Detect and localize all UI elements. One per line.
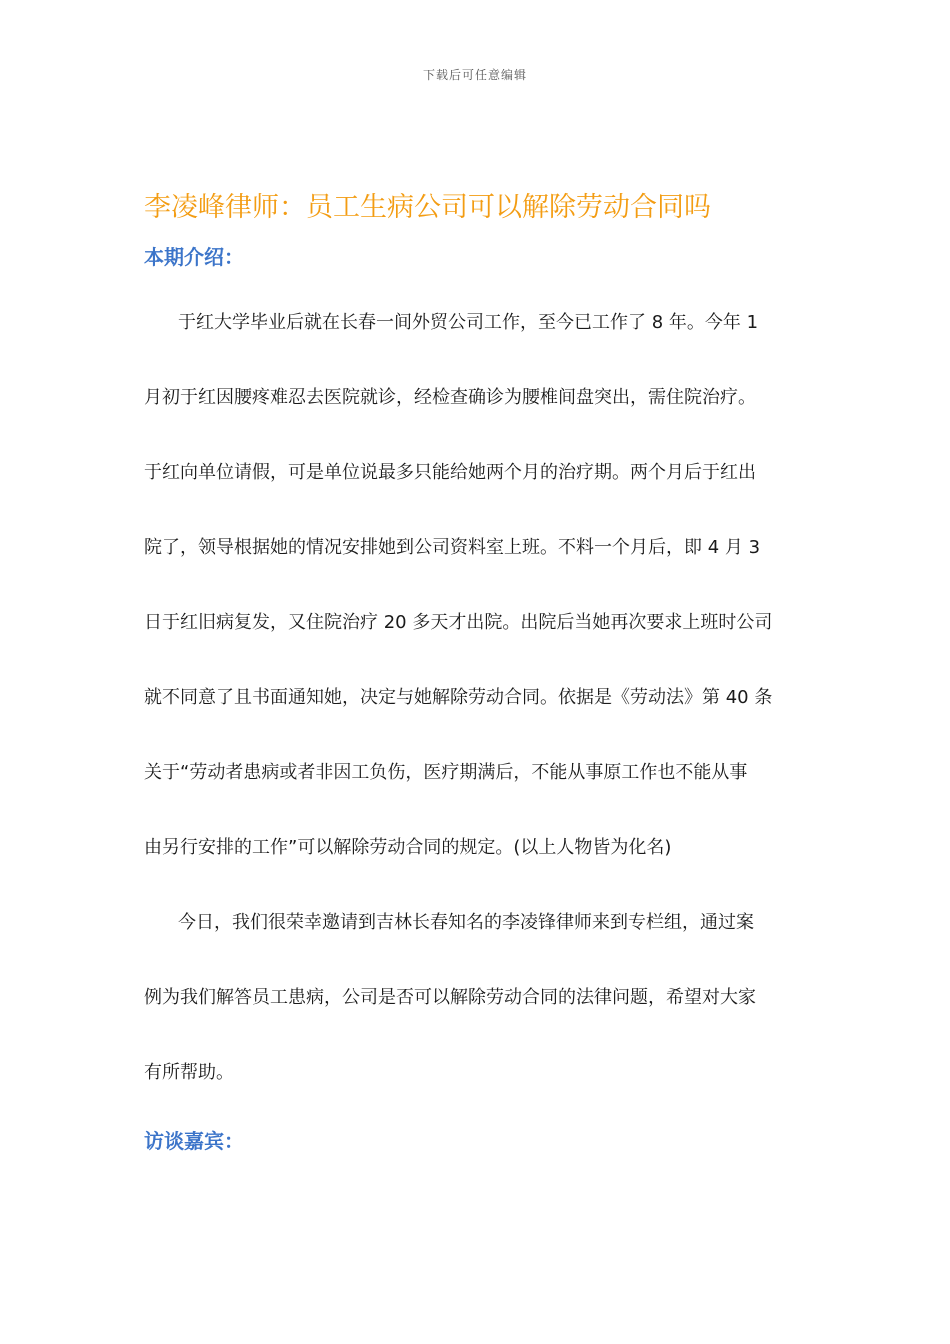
paragraph-line: 今日，我们很荣幸邀请到吉林长春知名的李凌锋律师来到专栏组，通过案 (178, 912, 754, 933)
paragraph-line: 月初于红因腰疼难忍去医院就诊，经检查确诊为腰椎间盘突出，需住院治疗。 (144, 387, 756, 408)
intro-heading: 本期介绍： (144, 245, 244, 269)
paragraph-line: 于红大学毕业后就在长春一间外贸公司工作，至今已工作了 8 年。今年 1 (178, 312, 759, 333)
guest-heading: 访谈嘉宾： (144, 1129, 244, 1153)
paragraph-line: 由另行安排的工作”可以解除劳动合同的规定。(以上人物皆为化名) (144, 837, 672, 858)
intro-paragraph (144, 285, 809, 885)
paragraph-line: 日于红旧病复发，又住院治疗 20 多天才出院。出院后当她再次要求上班时公司 (144, 612, 773, 633)
paragraph-line: 有所帮助。 (144, 1062, 234, 1083)
paragraph-line: 于红向单位请假，可是单位说最多只能给她两个月的治疗期。两个月后于红出 (144, 462, 756, 483)
paragraph-line: 就不同意了且书面通知她，决定与她解除劳动合同。依据是《劳动法》第 40 条 (144, 687, 773, 708)
paragraph-line: 关于“劳动者患病或者非因工负伤，医疗期满后，不能从事原工作也不能从事 (144, 762, 748, 783)
invitation-paragraph (144, 885, 809, 1110)
paragraph-line: 院了，领导根据她的情况安排她到公司资料室上班。不料一个月后，即 4 月 3 (144, 537, 761, 558)
document-title: 李凌峰律师：员工生病公司可以解除劳动合同吗 (144, 192, 711, 223)
paragraph-line: 例为我们解答员工患病，公司是否可以解除劳动合同的法律问题，希望对大家 (144, 987, 756, 1008)
header-note: 下载后可任意编辑 (422, 68, 527, 82)
